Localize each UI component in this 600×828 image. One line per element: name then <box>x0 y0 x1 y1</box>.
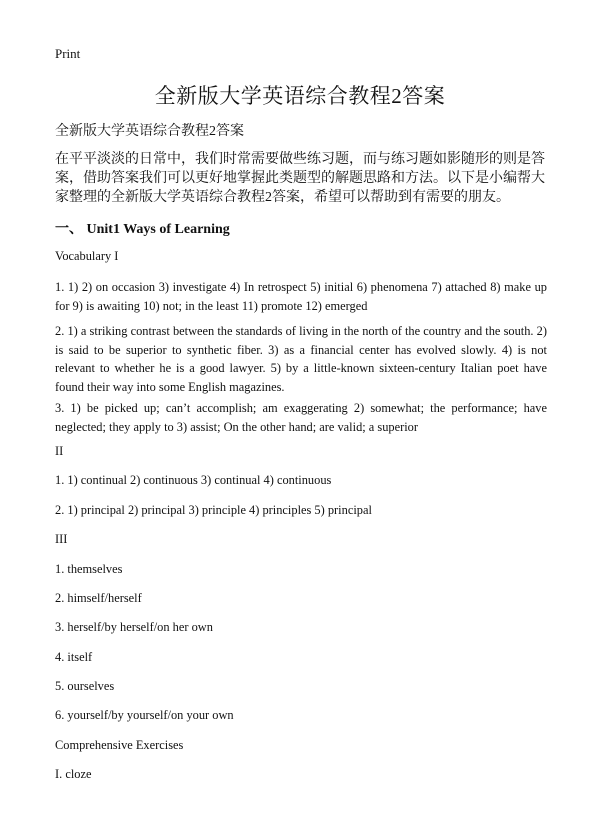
part-iii-answer-2: 2. himself/herself <box>55 591 142 605</box>
document-subtitle: 全新版大学英语综合教程2答案 <box>55 124 244 139</box>
vocabulary-heading: Vocabulary I <box>55 249 119 263</box>
section-heading: 一、 Unit1 Ways of Learning <box>55 222 230 237</box>
part-ii-answer-2: 2. 1) principal 2) principal 3) principle 4) principles 5) principal <box>55 503 372 517</box>
part-ii-answer-1: 1. 1) continual 2) continuous 3) continual 4) continuous <box>55 473 332 487</box>
vocabulary-answers-2: 2. 1) a striking contrast between the standards of living in the north of the country and the south. 2) is said to be superior to synthetic fiber. 3) as a financial center has evolved slowly. 4) is not relevant to whether he is a good lawyer. 5) by a little-known sixteen-century Italian poet have found their way into some English magazines. <box>55 324 547 394</box>
part-iii-heading: III <box>55 532 68 546</box>
part-iii-answer-1: 1. themselves <box>55 562 123 576</box>
cloze-heading: I. cloze <box>55 767 92 781</box>
part-iii-answer-3: 3. herself/by herself/on her own <box>55 620 213 634</box>
print-label[interactable]: Print <box>55 46 81 61</box>
part-iii-answer-6: 6. yourself/by yourself/on your own <box>55 708 234 722</box>
part-iii-answer-4: 4. itself <box>55 650 93 664</box>
comprehensive-exercises-heading: Comprehensive Exercises <box>55 738 184 752</box>
part-ii-heading: II <box>55 444 64 458</box>
intro-paragraph: 在平平淡淡的日常中，我们时常需要做些练习题，而与练习题如影随形的则是答案，借助答案我们可以更好地掌握此类题型的解题思路和方法。以下是小编帮大家整理的全新版大学英语综合教程2答案，希望可以帮助到有需要的朋友。 <box>55 152 545 205</box>
vocabulary-answers-1: 1. 1) 2) on occasion 3) investigate 4) In retrospect 5) initial 6) phenomena 7) attached 8) make up for 9) is awaiting 10) not; in the least 11) promote 12) emerged <box>55 280 547 313</box>
vocabulary-answers-3: 3. 1) be picked up; can’t accomplish; am exaggerating 2) somewhat; the performance; have neglected; they apply to 3) assist; On the other hand; are valid; a superior <box>55 401 547 434</box>
part-iii-answer-5: 5. ourselves <box>55 679 115 693</box>
document-title: 全新版大学英语综合教程2答案 <box>154 84 446 108</box>
